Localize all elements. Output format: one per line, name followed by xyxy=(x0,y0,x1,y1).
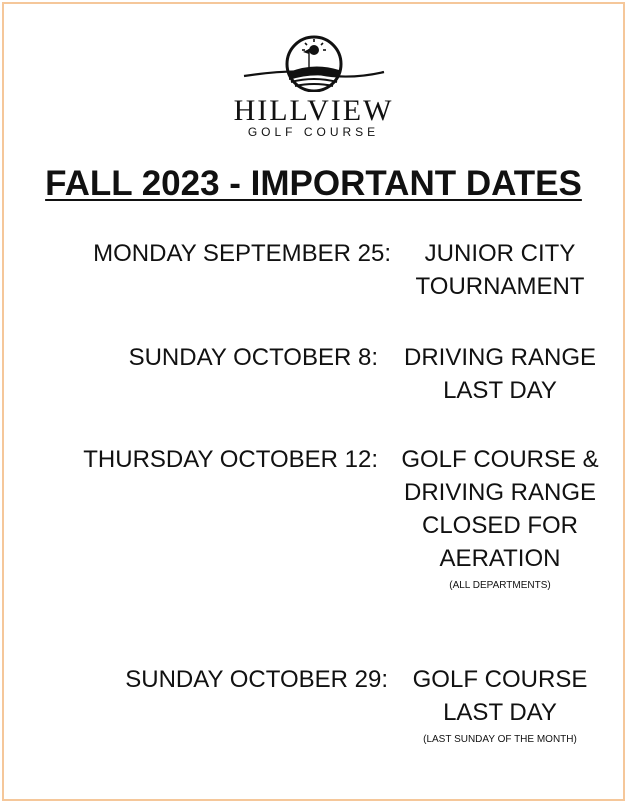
event-description-line: DRIVING RANGE xyxy=(403,479,597,506)
event-description xyxy=(390,341,610,407)
event-description-line: LAST DAY xyxy=(443,377,557,404)
event-note: (LAST SUNDAY OF THE MONTH) xyxy=(423,734,577,745)
page-title xyxy=(4,164,623,204)
event-note: (ALL DEPARTMENTS) xyxy=(449,580,551,591)
page-title-text: FALL 2023 - IMPORTANT DATES xyxy=(45,164,582,203)
event-date: SUNDAY OCTOBER 29: xyxy=(125,666,388,693)
brand-name: HILLVIEW xyxy=(233,94,394,127)
event-description-line: TOURNAMENT xyxy=(415,273,585,300)
event-description xyxy=(390,663,610,729)
event-description-line: GOLF COURSE xyxy=(412,666,588,693)
event-description-line: DRIVING RANGE xyxy=(403,344,597,371)
event-description xyxy=(390,237,610,303)
brand-subtitle: GOLF COURSE xyxy=(247,125,380,139)
event-date: MONDAY SEPTEMBER 25: xyxy=(93,240,391,267)
event-date: SUNDAY OCTOBER 8: xyxy=(128,344,378,371)
notice-page xyxy=(2,2,625,801)
event-description-line: AERATION xyxy=(439,545,561,572)
golf-course-sun-logo-icon xyxy=(239,32,389,92)
event-description-line: LAST DAY xyxy=(443,699,557,726)
event-date: THURSDAY OCTOBER 12: xyxy=(83,446,378,473)
event-description-line: CLOSED FOR xyxy=(421,512,579,539)
event-description-line: JUNIOR CITY xyxy=(424,240,576,267)
event-description-line: GOLF COURSE & xyxy=(401,446,599,473)
hillview-logo xyxy=(4,32,623,92)
event-description xyxy=(390,443,610,575)
